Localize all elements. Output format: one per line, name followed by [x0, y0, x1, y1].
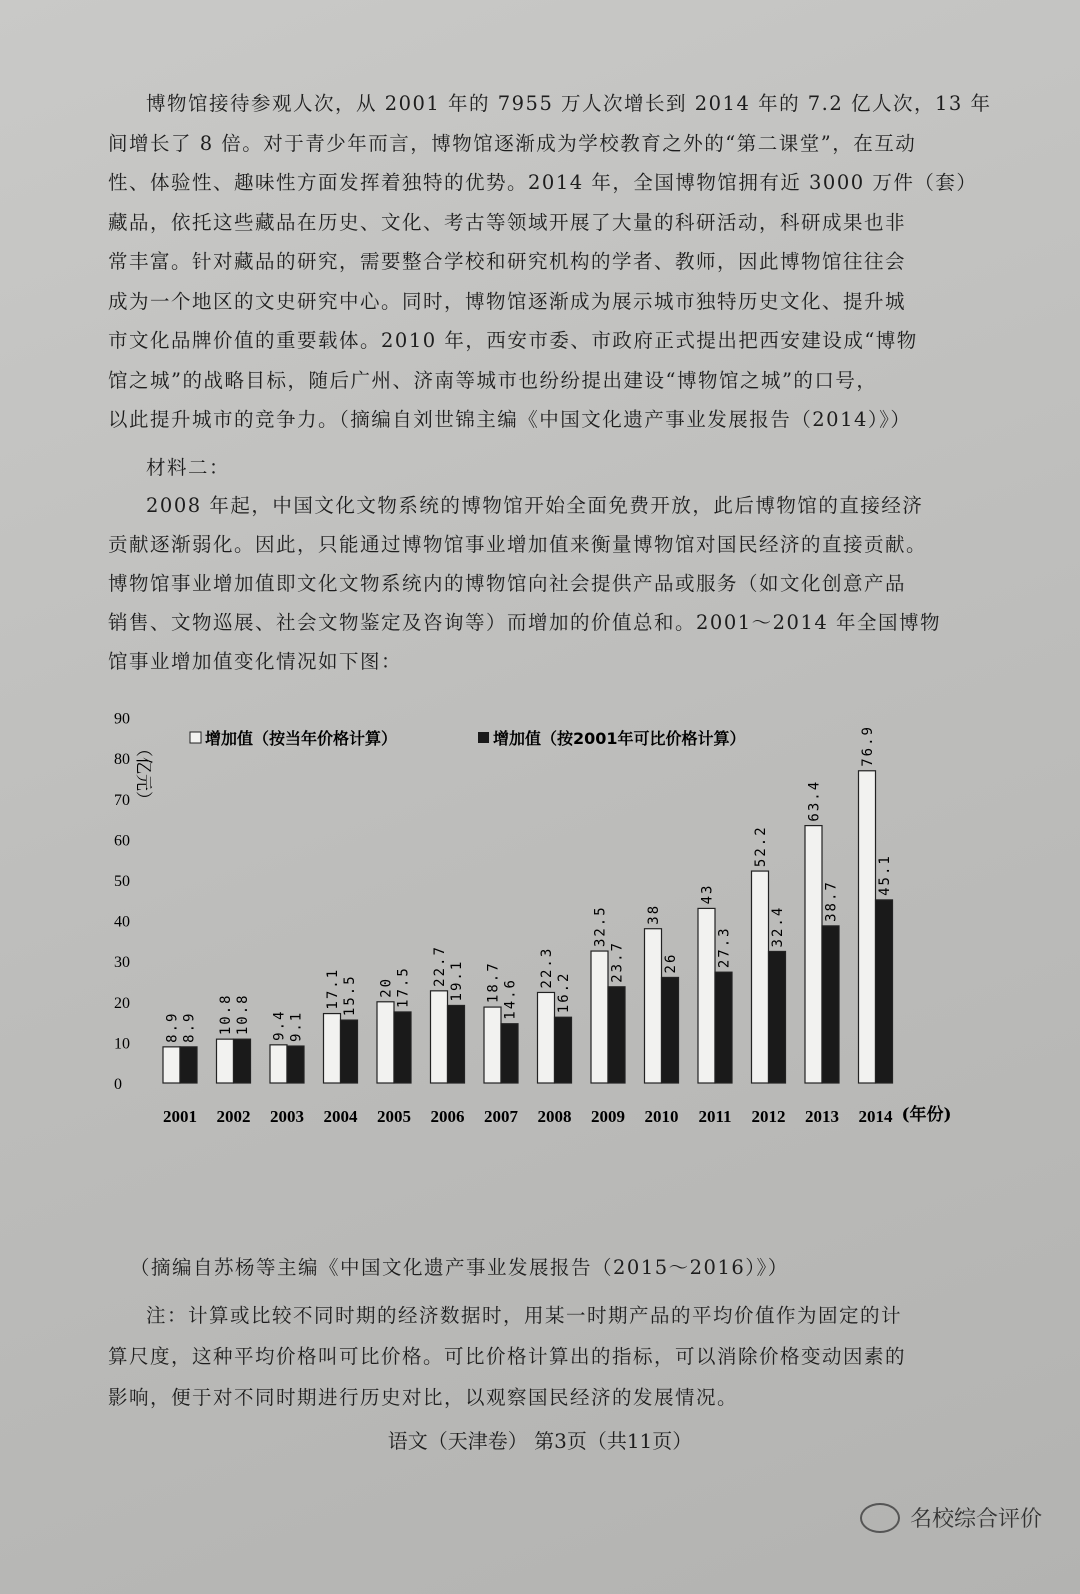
data-label: 16.2	[556, 971, 572, 1014]
text-line: 性、体验性、趣味性方面发挥着独特的优势。2014 年，全国博物馆拥有近 3000 万件（套）	[108, 171, 978, 194]
watermark	[860, 1502, 1042, 1533]
x-tick-label: 2011	[698, 1107, 732, 1126]
data-label: 15.5	[342, 974, 358, 1017]
text-line: 博物馆事业增加值即文化文物系统内的博物馆向社会提供产品或服务（如文化创意产品	[108, 572, 907, 595]
bar-current-price	[698, 908, 715, 1083]
data-label: 22.3	[539, 946, 555, 989]
text-line: 影响，便于对不同时期进行历史对比，以观察国民经济的发展情况。	[108, 1386, 739, 1409]
bar-comparable-price	[341, 1020, 358, 1083]
bar-comparable-price	[394, 1012, 411, 1083]
data-label: 32.4	[770, 905, 786, 948]
bar-current-price	[431, 991, 448, 1083]
text-line: 藏品，依托这些藏品在历史、文化、考古等领域开展了大量的科研活动，科研成果也非	[108, 210, 907, 234]
legend-current-price: 增加值（按当年价格计算）	[205, 729, 398, 748]
x-tick-label: 2012	[751, 1107, 786, 1126]
y-axis-label: （亿元）	[133, 740, 153, 808]
text-line: 市文化品牌价值的重要载体。2010 年，西安市委、市政府正式提出把西安建设成“博物	[108, 329, 918, 352]
data-label: 10.8	[218, 993, 234, 1036]
y-tick-label: 30	[114, 954, 130, 972]
y-tick-label: 40	[114, 913, 130, 931]
bar-comparable-price	[180, 1047, 197, 1083]
page-footer: 语文（天津卷） 第3页（共11页）	[387, 1429, 693, 1453]
data-label: 17.5	[395, 966, 412, 1008]
data-label: 20	[378, 976, 395, 998]
data-label: 17.1	[325, 967, 341, 1010]
bar-current-price	[270, 1045, 287, 1083]
bar-current-price	[752, 871, 769, 1083]
x-axis-label: (年份)	[901, 1105, 952, 1125]
data-label: 14.6	[502, 978, 519, 1020]
bar-comparable-price	[822, 926, 839, 1083]
text-line: 成为一个地区的文史研究中心。同时，博物馆逐渐成为展示城市独特历史文化、提升城	[108, 289, 907, 313]
data-label: 19.1	[449, 959, 465, 1002]
text-line: 贡献逐渐弱化。因此，只能通过博物馆事业增加值来衡量博物馆对国民经济的直接贡献。	[108, 533, 928, 556]
legend-comparable-price: 增加值（按2001年可比价格计算）	[493, 729, 746, 748]
y-tick-label: 0	[114, 1076, 122, 1093]
data-label: 52.2	[753, 825, 769, 868]
x-tick-label: 2003	[270, 1107, 304, 1126]
y-tick-label: 90	[114, 710, 130, 728]
text-line: 博物馆接待参观人次，从 2001 年的 7955 万人次增长到 2014 年的 7.2 亿人次，13 年	[146, 92, 992, 115]
material2-heading: 材料二：	[146, 456, 231, 479]
value-added-bar-chart	[100, 700, 1000, 1140]
text-line: 馆之城”的战略目标，随后广州、济南等城市也纷纷提出建设“博物馆之城”的口号，	[108, 368, 878, 392]
chart-source: （摘编自苏杨等主编《中国文化遗产事业发展报告（2015～2016）》）	[130, 1256, 789, 1279]
data-label: 8.9	[164, 1011, 181, 1043]
data-label: 23.7	[609, 941, 626, 983]
data-label: 43	[699, 883, 716, 905]
data-label: 8.9	[181, 1011, 198, 1043]
legend-swatch-comparable-price	[478, 732, 489, 743]
data-label: 38	[646, 903, 662, 925]
x-tick-label: 2007	[484, 1107, 518, 1126]
text-line: 算尺度，这种平均价格叫可比价格。可比价格计算出的指标，可以消除价格变动因素的	[108, 1345, 907, 1368]
bar-comparable-price	[234, 1039, 251, 1083]
bar-comparable-price	[287, 1046, 304, 1083]
legend-swatch-current-price	[190, 732, 201, 743]
bar-current-price	[163, 1047, 180, 1083]
data-label: 45.1	[877, 854, 893, 896]
data-label: 38.7	[823, 880, 840, 922]
data-label: 9.4	[271, 1009, 288, 1041]
x-tick-label: 2009	[591, 1107, 625, 1126]
x-tick-label: 2006	[430, 1107, 465, 1126]
bar-current-price	[538, 992, 555, 1083]
bar-current-price	[484, 1007, 501, 1083]
bar-current-price	[591, 951, 608, 1083]
x-tick-label: 2004	[323, 1107, 358, 1126]
text-line: 常丰富。针对藏品的研究，需要整合学校和研究机构的学者、教师，因此博物馆往往会	[108, 250, 907, 273]
bar-current-price	[217, 1039, 234, 1083]
data-label: 9.1	[288, 1010, 305, 1043]
data-label: 18.7	[485, 961, 502, 1004]
bar-comparable-price	[662, 977, 679, 1083]
x-tick-label: 2008	[537, 1107, 572, 1126]
data-label: 10.8	[235, 993, 251, 1036]
text-line: 销售、文物巡展、社会文物鉴定及咨询等）而增加的价值总和。2001～2014 年全国博物	[108, 611, 941, 634]
x-tick-label: 2014	[858, 1107, 893, 1126]
bar-comparable-price	[769, 951, 786, 1083]
bar-comparable-price	[715, 972, 732, 1083]
data-label: 63.4	[806, 779, 823, 822]
bar-comparable-price	[501, 1024, 518, 1083]
y-tick-label: 20	[114, 994, 130, 1012]
wechat-icon	[860, 1503, 900, 1533]
text-line: 间增长了 8 倍。对于青少年而言，博物馆逐渐成为学校教育之外的“第二课堂”，在互动	[108, 131, 917, 155]
bar-comparable-price	[608, 987, 625, 1083]
bar-comparable-price	[876, 900, 893, 1083]
text-line: 2008 年起，中国文化文物系统的博物馆开始全面免费开放，此后博物馆的直接经济	[146, 494, 924, 517]
y-tick-label: 80	[114, 751, 130, 769]
text-line: 以此提升城市的竞争力。（摘编自刘世锦主编《中国文化遗产事业发展报告（2014）》）	[108, 408, 912, 431]
y-tick-label: 50	[114, 873, 130, 890]
bar-current-price	[377, 1002, 394, 1083]
bar-current-price	[324, 1014, 341, 1083]
data-label: 27.3	[716, 926, 733, 969]
bar-current-price	[645, 929, 662, 1083]
bar-comparable-price	[555, 1017, 572, 1083]
x-tick-label: 2001	[163, 1107, 197, 1126]
data-label: 22.7	[432, 945, 448, 987]
y-tick-label: 70	[114, 791, 130, 809]
text-line: 馆事业增加值变化情况如下图：	[108, 650, 403, 673]
bar-current-price	[805, 826, 822, 1083]
watermark-text: 名校综合评价	[909, 1507, 1042, 1532]
x-tick-label: 2010	[644, 1107, 679, 1126]
x-tick-label: 2005	[377, 1107, 411, 1126]
data-label: 32.5	[592, 905, 609, 948]
y-tick-label: 10	[114, 1035, 130, 1053]
x-tick-label: 2002	[216, 1107, 251, 1126]
bar-comparable-price	[448, 1005, 465, 1083]
x-tick-label: 2013	[805, 1107, 839, 1126]
data-label: 26	[663, 952, 679, 974]
y-tick-label: 60	[114, 832, 130, 850]
data-label: 76.9	[860, 725, 876, 767]
bar-current-price	[859, 771, 876, 1083]
text-line: 注：计算或比较不同时期的经济数据时，用某一时期产品的平均价值作为固定的计	[146, 1304, 903, 1327]
